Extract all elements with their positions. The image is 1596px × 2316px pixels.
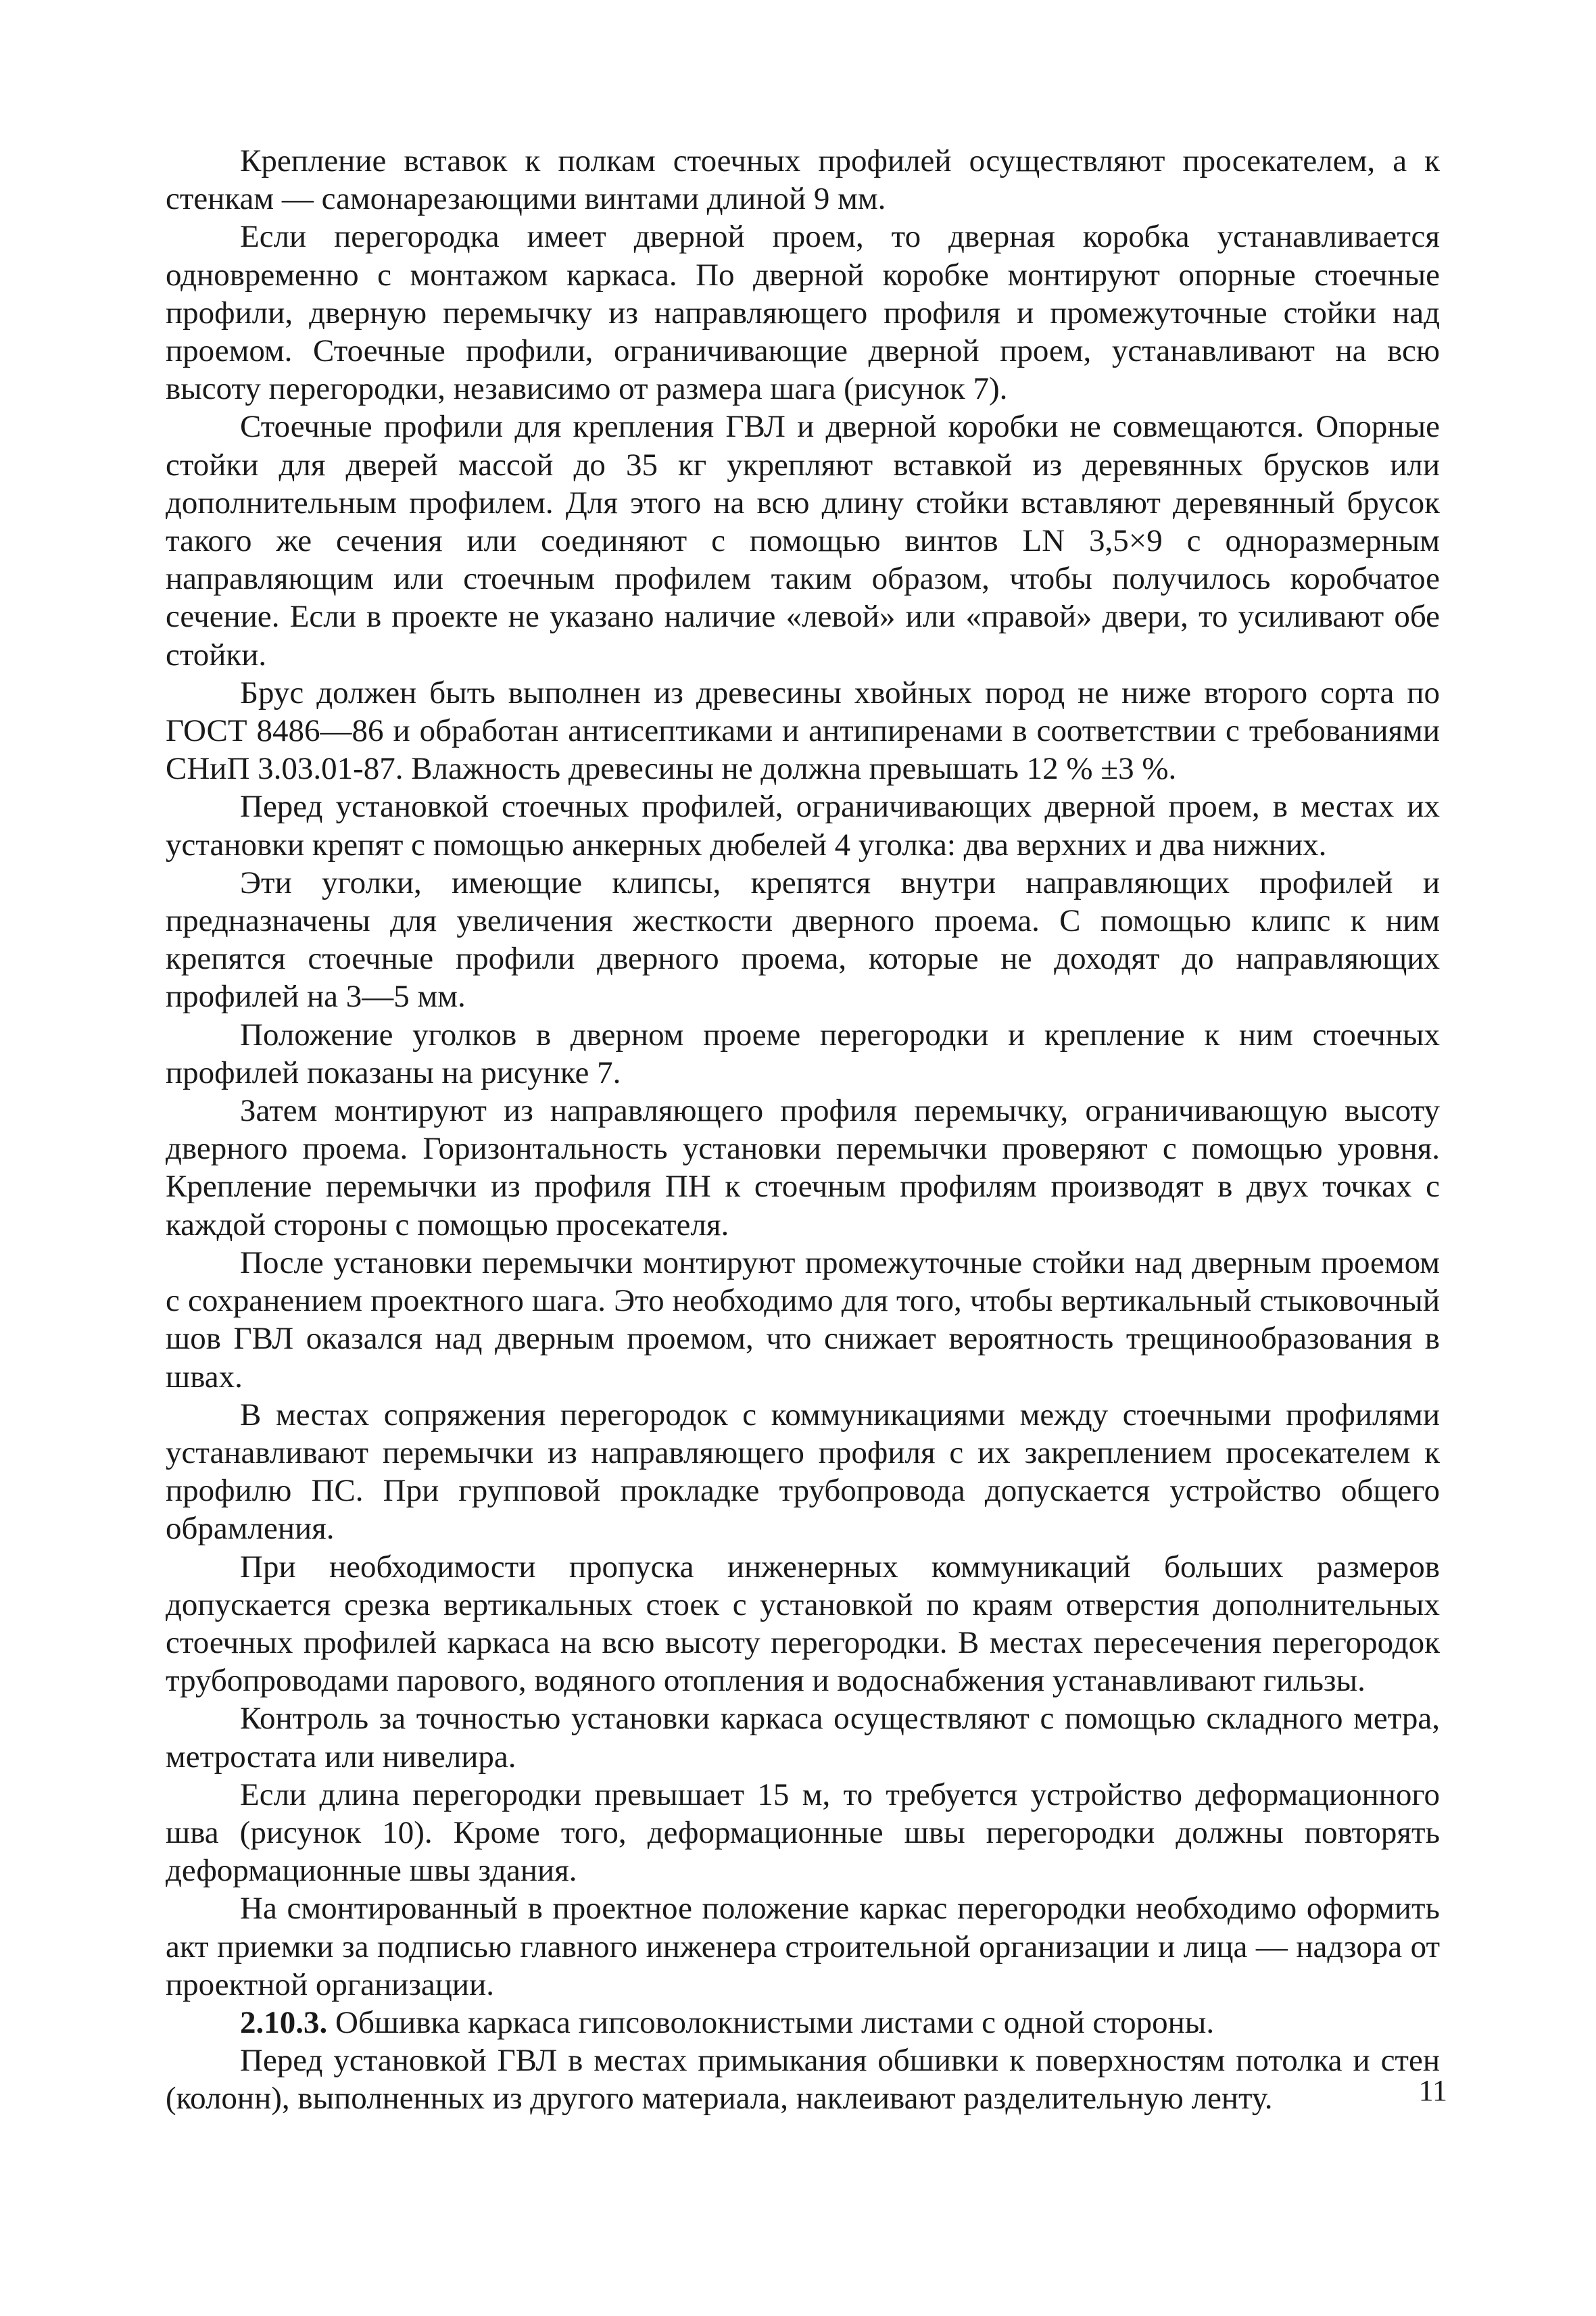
paragraph: В местах сопряжения перегородок с коммуникациями между стоечными профилями устанавливают перемычки из направляющего профиля с их закреплением просекателем к профилю ПС. При групповой прокладке трубопровода допускается устройство общего обрамления.: [166, 1397, 1440, 1547]
paragraph: Если перегородка имеет дверной проем, то дверная коробка устанавливается одновременно с монтажом каркаса. По дверной коробке монтируют опорные стоечные профили, дверную перемычку из направляющего профиля и промежуточные стойки над проемом. Стоечные профили, ограничивающие дверной проем, устанавливают на всю высоту перегородки, независимо от размера шага (рисунок 7).: [166, 219, 1440, 407]
paragraph: После установки перемычки монтируют промежуточные стойки над дверным проемом с сохранением проектного шага. Это необходимо для того, чтобы вертикальный стыковочный шов ГВЛ оказался над дверным проемом, что снижает вероятность трещинообразования в швах.: [166, 1245, 1440, 1395]
paragraph: Перед установкой ГВЛ в местах примыкания обшивки к поверхностям потолка и стен (колонн), выполненных из другого материала, наклеивают разделительную ленту.: [166, 2043, 1440, 2117]
page-number: 11: [1418, 2074, 1447, 2107]
paragraph: На смонтированный в проектное положение каркас перегородки необходимо оформить акт приемки за подписью главного инженера строительной организации и лица — надзора от проектной организации.: [166, 1891, 1440, 2002]
paragraph: Крепление вставок к полкам стоечных профилей осуществляют просекателем, а к стенкам — самонарезающими винтами длиной 9 мм.: [166, 143, 1440, 217]
section-title: Обшивка каркаса гипсоволокнистыми листами с одной стороны.: [335, 2004, 1215, 2040]
section-heading: [166, 2004, 1440, 2042]
paragraph: Стоечные профили для крепления ГВЛ и дверной коробки не совмещаются. Опорные стойки для дверей массой до 35 кг укрепляют вставкой из деревянных брусков или дополнительным профилем. Для этого на всю длину стойки вставляют деревянный брусок такого же сечения или соединяют с помощью винтов LN 3,5×9 с одноразмерным направляющим или стоечным профилем таким образом, чтобы получилось коробчатое сечение. Если в проекте не указано наличие «левой» или «правой» двери, то усиливают обе стойки.: [166, 409, 1440, 673]
paragraph: Затем монтируют из направляющего профиля перемычку, ограничивающую высоту дверного проема. Горизонтальность установки перемычки проверяют с помощью уровня. Крепление перемычки из профиля ПН к стоечным профилям производят в двух точках с каждой стороны с помощью просекателя.: [166, 1093, 1440, 1243]
paragraph: Положение уголков в дверном проеме перегородки и крепление к ним стоечных профилей показаны на рисунке 7.: [166, 1017, 1440, 1090]
paragraph: Брус должен быть выполнен из древесины хвойных пород не ниже второго сорта по ГОСТ 8486—86 и обработан антисептиками и антипиренами в соответствии с требованиями СНиП 3.03.01-87. Влажность древесины не должна превышать 12 % ±3 %.: [166, 675, 1440, 787]
paragraph: Контроль за точностью установки каркаса осуществляют с помощью складного метра, метростата или нивелира.: [166, 1701, 1440, 1775]
paragraph: При необходимости пропуска инженерных коммуникаций больших размеров допускается срезка вертикальных стоек с установкой по краям отверстия дополнительных стоечных профилей каркаса на всю высоту перегородки. В местах пересечения перегородок трубопроводами парового, водяного отопления и водоснабжения устанавливают гильзы.: [166, 1549, 1440, 1699]
paragraph: Если длина перегородки превышает 15 м, то требуется устройство деформационного шва (рисунок 10). Кроме того, деформационные швы перегородки должны повторять деформационные швы здания.: [166, 1777, 1440, 1889]
section-number: 2.10.3.: [240, 2004, 328, 2040]
paragraph: Перед установкой стоечных профилей, ограничивающих дверной проем, в местах их установки крепят с помощью анкерных дюбелей 4 уголка: два верхних и два нижних.: [166, 789, 1440, 863]
document-page: [166, 142, 1440, 2118]
paragraph: Эти уголки, имеющие клипсы, крепятся внутри направляющих профилей и предназначены для увеличения жесткости дверного проема. С помощью клипс к ним крепятся стоечные профили дверного проема, которые не доходят до направляющих профилей на 3—5 мм.: [166, 865, 1440, 1015]
